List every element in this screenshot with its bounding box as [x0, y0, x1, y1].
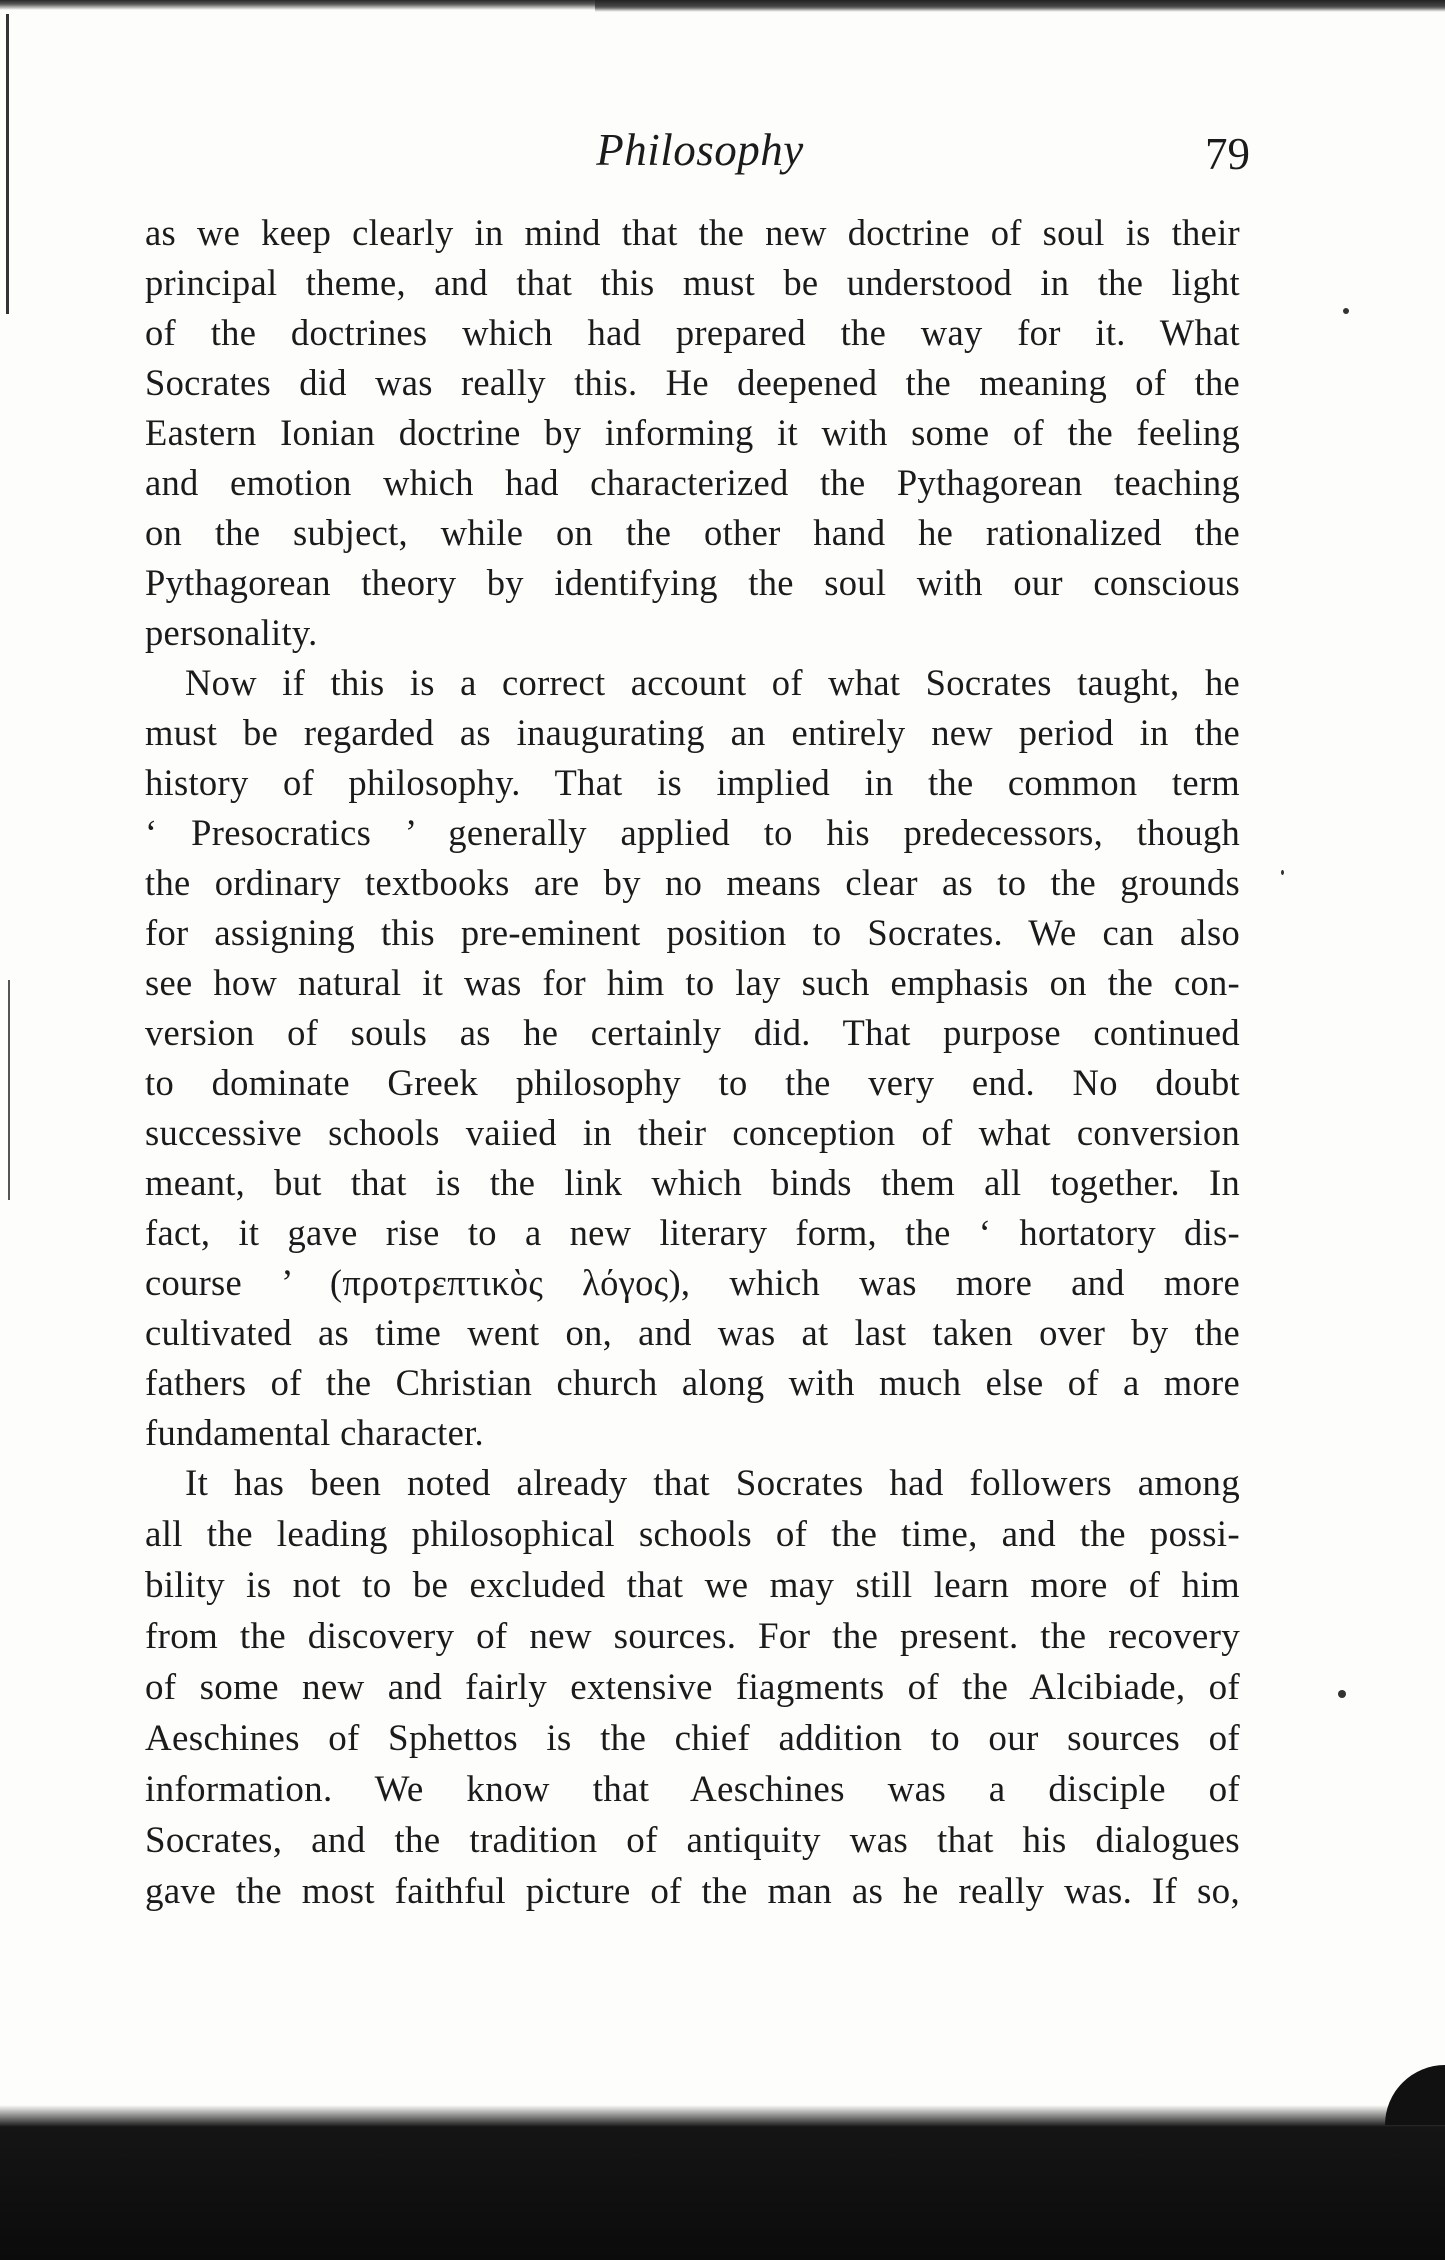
- text-line: Pythagorean theory by identifying the soul with our conscious: [145, 562, 1240, 603]
- text-line: principal theme, and that this must be understood in the light: [145, 262, 1240, 303]
- margin-speck: [1281, 870, 1284, 875]
- running-title: Philosophy: [596, 125, 804, 175]
- text-line: all the leading philosophical schools of the time, and the possi-: [145, 1514, 1240, 1555]
- text-line: meant, but that is the link which binds them all together. In: [145, 1162, 1240, 1203]
- text-line: see how natural it was for him to lay such emphasis on the con-: [145, 962, 1240, 1003]
- paragraph: [145, 208, 1240, 658]
- text-line: Eastern Ionian doctrine by informing it with some of the feeling: [145, 412, 1240, 453]
- margin-speck: [1343, 308, 1349, 314]
- text-line: bility is not to be excluded that we may still learn more of him: [145, 1565, 1240, 1606]
- text-line: course ’ (προτρεπτικὸς λόγος), which was more and more: [145, 1262, 1240, 1303]
- margin-speck: [1338, 1690, 1346, 1698]
- text-line: history of philosophy. That is implied in the common term: [145, 762, 1240, 803]
- paragraph: [145, 658, 1240, 1458]
- text-line: It has been noted already that Socrates had followers among: [185, 1463, 1240, 1504]
- text-line: Aeschines of Sphettos is the chief addition to our sources of: [145, 1718, 1240, 1759]
- text-line: and emotion which had characterized the Pythagorean teaching: [145, 462, 1240, 503]
- scan-page-curl: [1385, 2065, 1445, 2125]
- scan-bottom-edge: [0, 2105, 1445, 2260]
- scan-left-rule: [6, 14, 9, 314]
- text-line: fundamental character.: [145, 1412, 484, 1453]
- text-line: fact, it gave rise to a new literary form, the ‘ hortatory dis-: [145, 1212, 1240, 1253]
- text-line: ‘ Presocratics ’ generally applied to his predecessors, though: [145, 812, 1240, 853]
- text-line: Socrates, and the tradition of antiquity was that his dialogues: [145, 1820, 1240, 1861]
- text-line: for assigning this pre-eminent position to Socrates. We can also: [145, 912, 1240, 953]
- text-line: as we keep clearly in mind that the new doctrine of soul is their: [145, 212, 1240, 253]
- text-line: fathers of the Christian church along with much else of a more: [145, 1362, 1240, 1403]
- text-line: to dominate Greek philosophy to the very end. No doubt: [145, 1062, 1240, 1103]
- text-line: of the doctrines which had prepared the way for it. What: [145, 312, 1240, 353]
- scan-top-edge-right: [595, 0, 1445, 12]
- text-line: the ordinary textbooks are by no means clear as to the grounds: [145, 862, 1240, 903]
- text-line: version of souls as he certainly did. That purpose continued: [145, 1012, 1240, 1053]
- text-line: Now if this is a correct account of what Socrates taught, he: [185, 662, 1240, 703]
- text-line: gave the most faithful picture of the man as he really was. If so,: [145, 1871, 1240, 1912]
- text-line: of some new and fairly extensive fiagments of the Alcibiade, of: [145, 1667, 1240, 1708]
- text-line: on the subject, while on the other hand he rationalized the: [145, 512, 1240, 553]
- scan-left-margin-mark: [8, 980, 10, 1200]
- paragraph: [145, 1458, 1240, 1917]
- text-line: from the discovery of new sources. For the present. the recovery: [145, 1616, 1240, 1657]
- text-line: cultivated as time went on, and was at last taken over by the: [145, 1312, 1240, 1353]
- text-line: must be regarded as inaugurating an entirely new period in the: [145, 712, 1240, 753]
- text-line: successive schools vaiied in their conception of what conversion: [145, 1112, 1240, 1153]
- text-line: Socrates did was really this. He deepened the meaning of the: [145, 362, 1240, 403]
- page-number: 79: [1205, 129, 1250, 179]
- text-line: information. We know that Aeschines was a disciple of: [145, 1769, 1240, 1810]
- text-line: personality.: [145, 612, 318, 653]
- running-head: [150, 118, 1250, 178]
- body-text: [145, 208, 1240, 1917]
